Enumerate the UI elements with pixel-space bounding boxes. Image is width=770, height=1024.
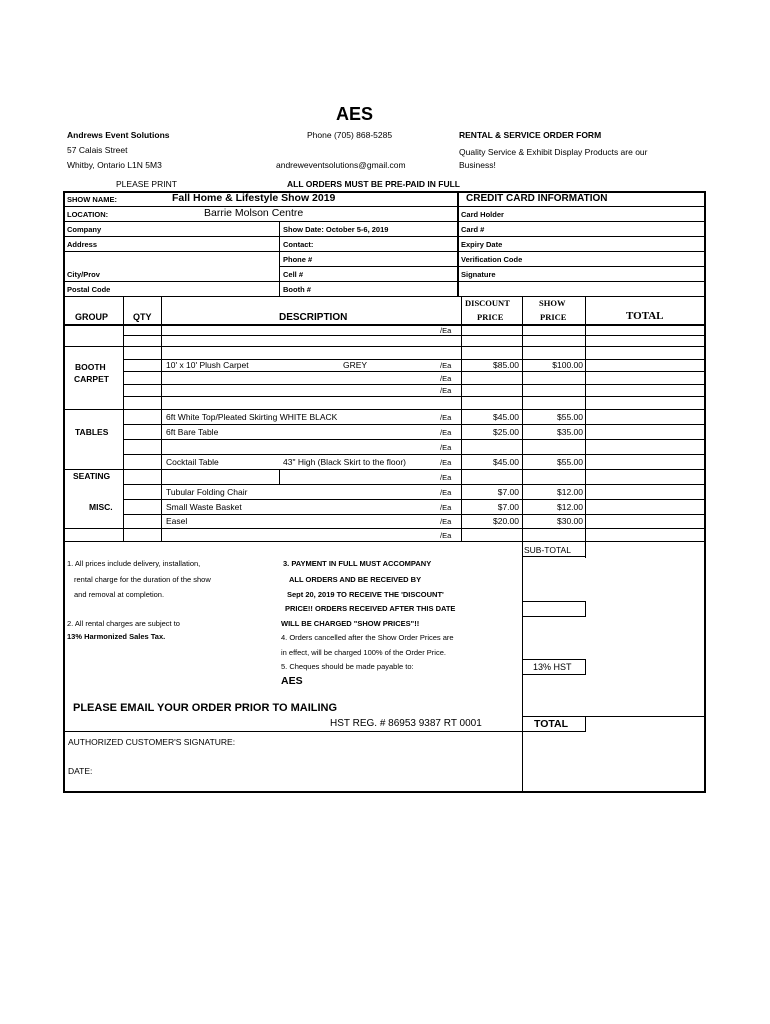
- group-booth-carpet-2: CARPET: [74, 374, 109, 384]
- total-label: TOTAL: [534, 718, 569, 730]
- show-date: Show Date: October 5-6, 2019: [283, 225, 389, 234]
- discount-header-2: PRICE: [477, 312, 504, 322]
- term-5-line-1: 5. Cheques should be made payable to:: [281, 662, 414, 671]
- row-show-price: $30.00: [557, 516, 583, 526]
- address-label: Address: [67, 240, 98, 249]
- row-show-price: $12.00: [557, 501, 583, 512]
- discount-header-1: DISCOUNT: [465, 298, 510, 308]
- qty-header: QTY: [133, 312, 152, 322]
- row-divider: [64, 346, 123, 347]
- row-divider: [123, 396, 704, 397]
- group-tables: TABLES: [75, 427, 109, 437]
- description-header: DESCRIPTION: [279, 312, 348, 323]
- contact-label: Contact:: [283, 240, 314, 249]
- row-discount-price: $25.00: [493, 426, 519, 437]
- company-street: 57 Calais Street: [67, 145, 128, 155]
- row-description: Small Waste Basket: [166, 501, 242, 512]
- row-unit: /Ea: [440, 457, 452, 467]
- company-phone: Phone (705) 868-5285: [307, 130, 393, 140]
- location-label: LOCATION:: [67, 210, 109, 219]
- term-2-line-1: 2. All rental charges are subject to: [67, 619, 180, 628]
- row-description: Cocktail Table: [166, 456, 219, 467]
- row-description: Easel: [166, 516, 188, 526]
- term-5-payee: AES: [281, 675, 303, 687]
- company-label: Company: [67, 225, 102, 234]
- date-label[interactable]: DATE:: [68, 766, 93, 776]
- row-show-price: $55.00: [557, 411, 583, 422]
- group-seating: SEATING: [73, 471, 111, 481]
- hst-registration: HST REG. # 86953 9387 RT 0001: [330, 718, 482, 729]
- row-divider: [64, 469, 704, 470]
- row-divider: [123, 371, 704, 372]
- card-holder-label: Card Holder: [461, 210, 504, 219]
- row-show-price: $55.00: [557, 456, 583, 467]
- term-2-line-2: 13% Harmonized Sales Tax.: [67, 632, 166, 641]
- company-email: andreweventsolutions@gmail.com: [276, 160, 406, 170]
- row-divider: [123, 514, 704, 515]
- card-number-label: Card #: [461, 225, 485, 234]
- signature-label: Signature: [461, 270, 496, 279]
- subtotal-label: SUB-TOTAL: [524, 545, 571, 555]
- term-3-line-4: PRICE!! ORDERS RECEIVED AFTER THIS DATE: [285, 604, 456, 613]
- row-unit: /Ea: [440, 412, 452, 422]
- row-discount-price: $45.00: [493, 411, 519, 422]
- group-misc: MISC.: [89, 502, 113, 512]
- prepaid-notice: ALL ORDERS MUST BE PRE-PAID IN FULL: [287, 179, 460, 189]
- please-print: PLEASE PRINT: [116, 179, 177, 189]
- row-unit: /Ea: [440, 386, 452, 395]
- row-unit: /Ea: [440, 325, 452, 335]
- authorized-signature-label[interactable]: AUTHORIZED CUSTOMER'S SIGNATURE:: [68, 737, 236, 747]
- form-title: RENTAL & SERVICE ORDER FORM: [459, 130, 602, 140]
- hst-label: 13% HST: [533, 662, 572, 672]
- row-description: 10' x 10' Plush Carpet: [166, 360, 249, 370]
- row-divider: [64, 469, 123, 470]
- row-unit: /Ea: [440, 442, 452, 452]
- term-3-line-2: ALL ORDERS AND BE RECEIVED BY: [289, 575, 422, 584]
- term-4-line-1: 4. Orders cancelled after the Show Order Prices are: [281, 633, 454, 642]
- row-unit: /Ea: [440, 502, 452, 512]
- location-value[interactable]: Barrie Molson Centre: [204, 207, 304, 219]
- row-discount-price: $7.00: [497, 486, 519, 497]
- term-4-line-2: in effect, will be charged 100% of the Order Price.: [281, 648, 446, 657]
- page-title: AES: [336, 104, 374, 124]
- row-discount-price: $45.00: [493, 456, 519, 467]
- row-divider: [123, 499, 704, 500]
- term-1-line-1: 1. All prices include delivery, installation,: [67, 559, 201, 568]
- term-3-line-1: 3. PAYMENT IN FULL MUST ACCOMPANY: [283, 559, 432, 568]
- show-name-value[interactable]: Fall Home & Lifestyle Show 2019: [172, 192, 336, 204]
- row-divider: [123, 384, 704, 385]
- group-booth-carpet-1: BOOTH: [75, 362, 106, 372]
- row-divider: [123, 484, 704, 485]
- row-extra: GREY: [343, 360, 368, 370]
- row-show-price: $12.00: [557, 486, 583, 497]
- row-description: 6ft Bare Table: [166, 426, 219, 437]
- phone-label: Phone #: [283, 255, 313, 264]
- total-header: TOTAL: [626, 310, 664, 322]
- group-header: GROUP: [75, 312, 109, 322]
- row-unit: /Ea: [440, 517, 452, 526]
- row-show-price: $100.00: [552, 360, 583, 370]
- row-unit: /Ea: [440, 373, 452, 383]
- city-prov-label: City/Prov: [67, 270, 100, 279]
- term-1-line-3: and removal at completion.: [74, 590, 165, 599]
- row-extra: 43" High (Black Skirt to the floor): [283, 456, 407, 467]
- row-unit: /Ea: [440, 361, 452, 370]
- tagline-2: Business!: [459, 160, 496, 170]
- postal-code-label: Postal Code: [67, 285, 111, 294]
- row-unit: /Ea: [440, 530, 452, 540]
- row-divider: [123, 346, 704, 347]
- tagline-1: Quality Service & Exhibit Display Products are our: [459, 147, 648, 157]
- row-description: 6ft White Top/Pleated Skirting WHITE BLACK: [166, 411, 338, 422]
- row-divider: [123, 335, 704, 336]
- cell-label: Cell #: [283, 270, 304, 279]
- row-discount-price: $85.00: [493, 360, 519, 370]
- email-notice: PLEASE EMAIL YOUR ORDER PRIOR TO MAILING: [73, 702, 338, 714]
- booth-label: Booth #: [283, 285, 311, 294]
- show-header-2: PRICE: [540, 312, 567, 322]
- row-description: Tubular Folding Chair: [166, 486, 248, 497]
- term-3-line-3: Sept 20, 2019 TO RECEIVE THE 'DISCOUNT': [287, 590, 444, 599]
- company-city: Whitby, Ontario L1N 5M3: [67, 160, 162, 170]
- row-show-price: $35.00: [557, 426, 583, 437]
- row-discount-price: $7.00: [497, 501, 519, 512]
- row-divider: [64, 409, 704, 410]
- row-divider: [123, 424, 704, 425]
- row-divider: [64, 528, 704, 529]
- credit-card-title: CREDIT CARD INFORMATION: [466, 193, 608, 204]
- row-divider: [123, 454, 704, 455]
- expiry-date-label: Expiry Date: [461, 240, 503, 249]
- company-name: Andrews Event Solutions: [67, 130, 170, 140]
- row-divider: [64, 409, 123, 410]
- row-divider: [123, 439, 704, 440]
- row-unit: /Ea: [440, 427, 452, 437]
- term-3-line-5: WILL BE CHARGED "SHOW PRICES"!!: [281, 619, 420, 628]
- show-header-1: SHOW: [539, 298, 566, 308]
- show-name-label: SHOW NAME:: [67, 195, 117, 204]
- row-unit: /Ea: [440, 472, 452, 482]
- verification-code-label: Verification Code: [461, 255, 523, 264]
- row-discount-price: $20.00: [493, 516, 519, 526]
- row-divider: [279, 469, 280, 484]
- term-1-line-2: rental charge for the duration of the show: [74, 575, 211, 584]
- row-unit: /Ea: [440, 487, 452, 497]
